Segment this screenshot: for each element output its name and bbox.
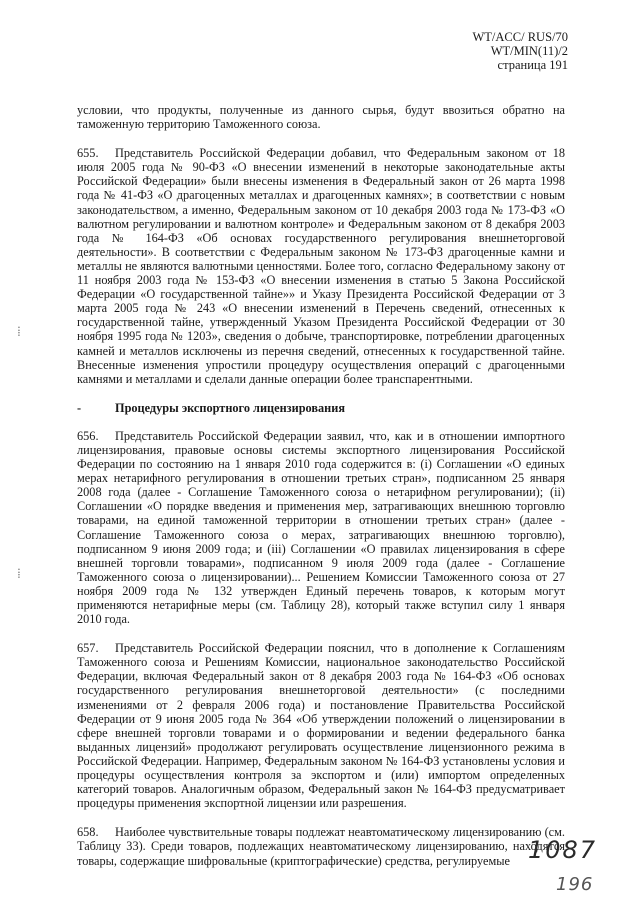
paragraph-655: [77, 146, 565, 386]
page-number: страница 191: [497, 58, 568, 72]
paragraph-text: Представитель Российской Федерации пояснил, что в дополнение к Соглашениям Таможенного союза и Решениям Комиссии, национальное законодательство Российской Федерации, включая Федеральный закон от 8 декабря 2003 года № 164-ФЗ «Об основах государственного регулирования внешнеторговой деятельности» (с последними изменениями от 2 февраля 2006 года) и постановление Правительства Российской Федерации от 9 июня 2005 года № 364 «Об утверждении положений о лицензировании в сфере внешней торговли товарами и о формировании и ведении федерального банка выданных лицензий» продолжают регулировать осуществление лицензионного режима в Российской Федерации. Например, Федеральным законом № 164-ФЗ установлены условия и процедуры осуществления контроля за экспортом и (или) импортом определенных категорий товаров. Аналогичным образом, Федеральный закон № 164-ФЗ предусматривает процедуры применения экспортной лицензии или разрешения.: [77, 641, 565, 811]
reference-code: WT/ACC/ RUS/70: [472, 30, 568, 44]
margin-mark: ⁞: [17, 325, 21, 340]
paragraph-number: 658.: [77, 825, 99, 840]
paragraph-text: Представитель Российской Федерации добавил, что Федеральным законом от 18 июля 2005 года № 90-ФЗ «О внесении изменений в некоторые законодательные акты Российской Федерации» были внесены изменения в Федеральный закон от 26 марта 1998 года № 41-ФЗ «О драгоценных металлах и драгоценных камнях»; в соответствии с новым законодательством, а именно, Федеральным законом от 10 декабря 2003 года № 173-ФЗ «О валютном регулировании и валютном контроле» и Федеральным законом от 8 декабря 2003 года № 164-ФЗ «Об основах государственного регулирования внешнеторговой деятельности». В соответствии с Федеральным законом № 173-ФЗ драгоценные камни и металлы не являются валютными ценностями. Более того, согласно Федеральному закону от 11 ноября 2003 года № 153-ФЗ «О внесении изменения в статью 5 Закона Российской Федерации «О государственной тайне»» и Указу Президента Российской Федерации от 3 марта 2005 года № 243 «О внесении изменений в Перечень сведений, отнесенных к государственной тайне, утвержденный Указом Президента Российской Федерации от 30 ноября 1995 года № 1203», сведения о добыче, транспортировке, потреблении драгоценных камней и металлов исключены из перечня сведений, отнесенных к государственной тайне. Внесенные изменения упростили процедуру осуществления операций с драгоценными камнями и металлами и сделали данные операции более транспарентными.: [77, 146, 565, 386]
reference-min-code: WT/MIN(11)/2: [490, 44, 568, 58]
document-reference: [473, 30, 569, 72]
paragraph-656: [77, 429, 565, 626]
paragraph-text: Представитель Российской Федерации заявил, что, как и в отношении импортного лицензирования, правовые основы системы экспортного лицензирования Российской Федерации по состоянию на 1 января 2010 года содержится в: (i) Соглашении «О единых мерах нетарифного регулирования в отношении третьих стран», подписанном 25 января 2008 года (далее - Соглашение Таможенного союза о нетарифном регулировании); (ii) Соглашении «О порядке введения и применения мер, затрагивающих внешнюю торговлю товарами, на единой таможенной территории в отношении третьих стран» (далее - Соглашение Таможенного союза о мерах, затрагивающих внешнюю торговлю), подписанном 9 июня 2009 года; и (iii) Соглашении «О правилах лицензирования в сфере внешней торговли товарами», подписанном 9 июля 2009 года (далее - Соглашение Таможенного союза о лицензировании)... Решением Комиссии Таможенного союза от 27 ноября 2009 года № 132 утвержден Единый перечень товаров, к которым могут применяются нетарифные меры (см. Таблицу 28), который также вступил силу 1 января 2010 года.: [77, 428, 565, 627]
body-text: [77, 103, 565, 883]
paragraph-number: 657.: [77, 641, 99, 656]
section-heading: [77, 401, 565, 415]
handwritten-page-number: 1087: [528, 836, 598, 864]
paragraph-657: [77, 641, 565, 810]
paragraph-658: [77, 825, 565, 867]
paragraph-text: Наиболее чувствительные товары подлежат неавтоматическому лицензированию (см. Таблицу 33). Среди товаров, подлежащих неавтоматическому лицензированию, находятся товары, содержащие шифровальные (криптографические) средства, регулируемые: [77, 825, 565, 868]
heading-text: Процедуры экспортного лицензирования: [115, 400, 345, 415]
paragraph-number: 655.: [77, 146, 99, 161]
heading-dash: -: [77, 400, 82, 415]
paragraph-number: 656.: [77, 428, 99, 443]
handwritten-sheet-number: 196: [556, 874, 594, 895]
paragraph-intro: условии, что продукты, полученные из данного сырья, будут ввозиться обратно на таможенную территорию Таможенного союза.: [77, 103, 565, 132]
margin-mark: ⁞: [17, 567, 21, 582]
